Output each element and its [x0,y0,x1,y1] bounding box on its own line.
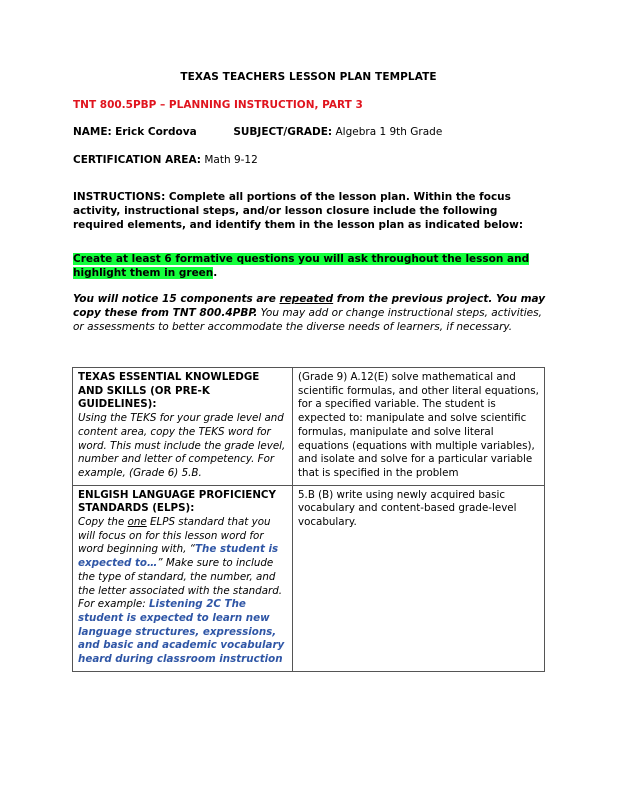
teks-heading: TEXAS ESSENTIAL KNOWLEDGE AND SKILLS (OR PRE-K GUIDELINES): [78,371,260,411]
teks-instruction: Using the TEKS for your grade level and content area, copy the TEKS word for word. This must include the grade level, number and letter of competency. For example, (Grade 6) 5.B. [78,412,286,479]
elps-instruction-c: ” Make sure to include the type of standard, the number, and the letter associated with the standard. For example: [78,557,283,611]
table-row [73,485,545,671]
instructions-paragraph: INSTRUCTIONS: Complete all portions of the lesson plan. Within the focus activity, instructional steps, and/or lesson closure include the following required elements, and identify them in the lesson plan as indicated below: [73,191,524,231]
page-subtitle: TNT 800.5PBP – PLANNING INSTRUCTION, PART 3 [73,99,363,111]
teks-value: (Grade 9) A.12(E) solve mathematical and scientific formulas, and other literal equations, for a specified variable. The student is expected to: manipulate and solve scientific formulas, manipulate and solve literal equations (equations with multiple variables), and isolate and solve for a particular variable that is specified in the problem [298,371,539,479]
elps-example-standard: Listening 2C The student is expected to learn new language structures, expressions, and basic and academic vocabulary heard during classroom instruction [78,598,285,666]
certification-value: Math 9-12 [204,154,258,166]
certification-line [73,154,258,166]
highlight-suffix: . [213,267,218,279]
name-subject-line [73,126,442,138]
name-label: NAME: [73,126,112,138]
notice-underlined: repeated [279,293,334,305]
elps-example-phrase: The student is expected to… [78,543,279,570]
teks-label-cell [73,368,293,486]
teks-value-cell[interactable] [293,368,545,486]
notice-part3: You may add or change instructional steps, activities, or assessments to better accommodate the diverse needs of learners, if necessary. [73,307,542,333]
elps-instruction [78,516,288,667]
table-row [73,368,545,486]
elps-value-cell[interactable] [293,485,545,671]
name-value: Erick Cordova [115,126,197,138]
elps-instruction-a: Copy the [78,516,128,529]
subject-value: Algebra 1 9th Grade [335,126,443,138]
lesson-plan-table [72,367,545,672]
elps-instruction-b: ELPS standard that you will focus on for this lesson word for word beginning with, “ [78,516,271,556]
formative-questions-requirement [73,252,551,280]
certification-label: CERTIFICATION AREA: [73,154,201,166]
elps-label-cell [73,485,293,671]
notice-paragraph [73,292,551,334]
page-title: TEXAS TEACHERS LESSON PLAN TEMPLATE [180,71,437,83]
green-highlight-text: Create at least 6 formative questions you will ask throughout the lesson and highlight them in green [73,253,530,279]
notice-part1: You will notice 15 components are [73,293,280,305]
notice-part2: from the previous project. You may copy these from TNT 800.4PBP. [73,293,546,319]
elps-heading: ENLGISH LANGUAGE PROFICIENCY STANDARDS (ELPS): [78,488,276,515]
elps-value: 5.B (B) write using newly acquired basic vocabulary and content-based grade-level vocabulary. [298,488,517,529]
elps-instruction-underlined: one [127,516,147,529]
subject-label: SUBJECT/GRADE: [233,126,333,138]
